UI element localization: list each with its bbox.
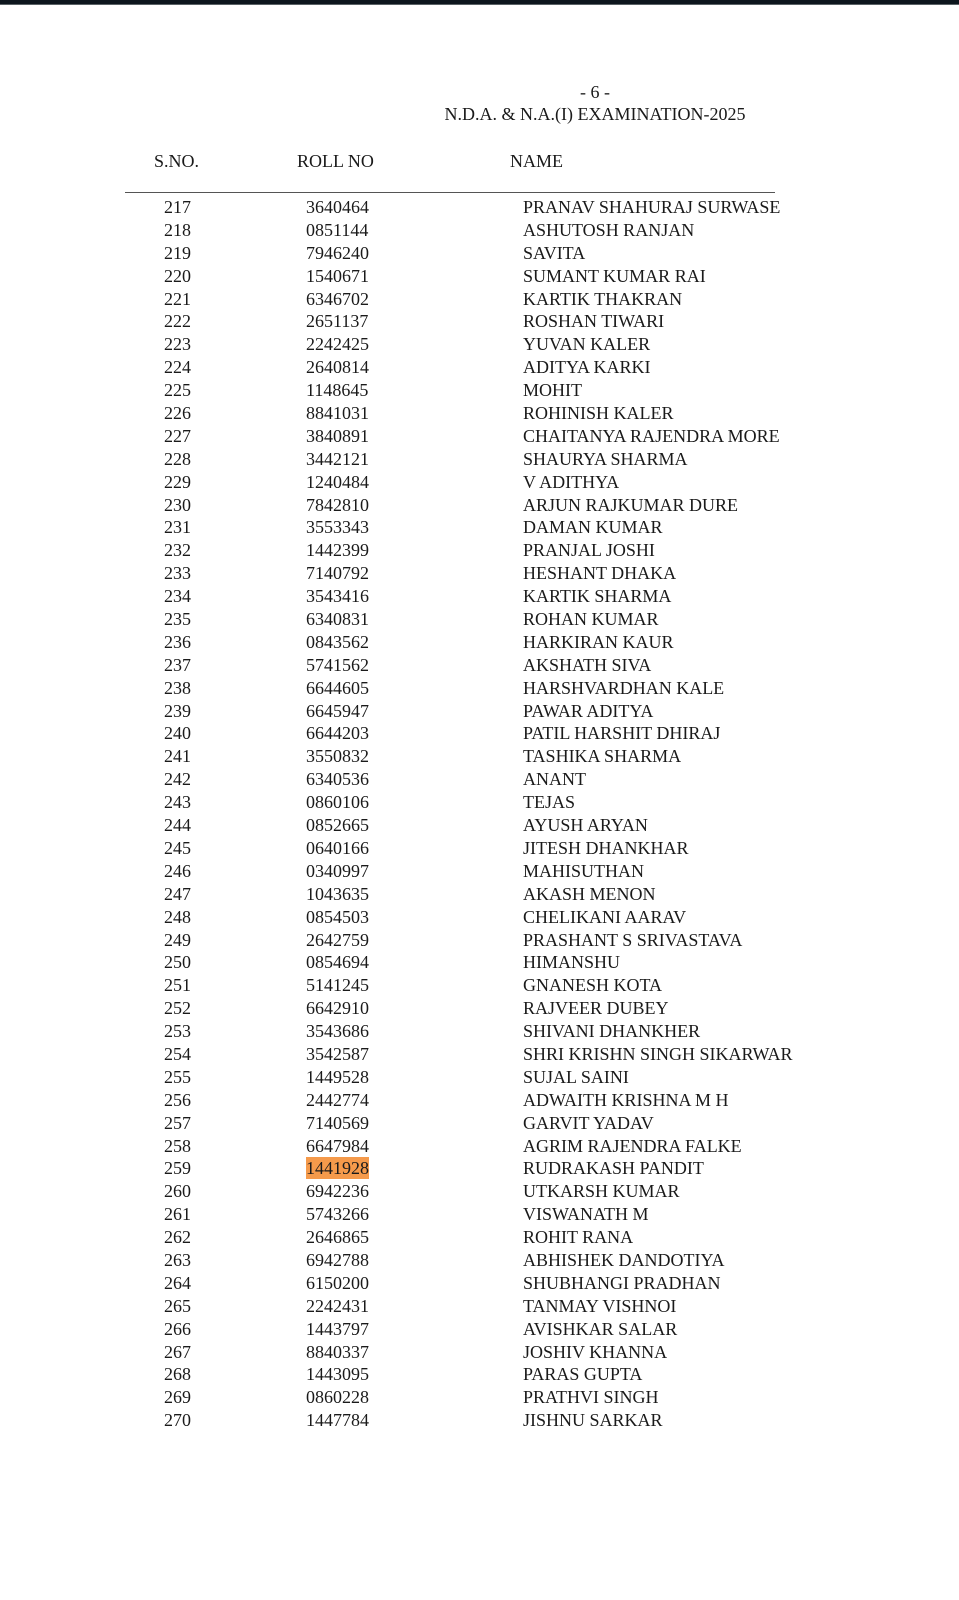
roll-number: 1449528	[306, 1066, 369, 1087]
serial-number: 265	[164, 1295, 191, 1316]
serial-number: 222	[164, 311, 191, 332]
table-row	[0, 1112, 959, 1135]
table-row	[0, 379, 959, 402]
candidate-name: ANANT	[523, 769, 586, 790]
candidate-name: PARAS GUPTA	[523, 1364, 643, 1385]
table-row	[0, 631, 959, 654]
candidate-name: ROHIT RANA	[523, 1227, 634, 1248]
roll-number: 1447784	[306, 1410, 369, 1431]
roll-number: 1240484	[306, 471, 369, 492]
table-row	[0, 356, 959, 379]
candidate-name: RAJVEER DUBEY	[523, 998, 669, 1019]
roll-number: 6340831	[306, 609, 369, 630]
serial-number: 253	[164, 1021, 191, 1042]
roll-number: 6644605	[306, 677, 369, 698]
candidate-name: ADITYA KARKI	[523, 357, 651, 378]
serial-number: 218	[164, 219, 191, 240]
viewer-top-bar	[0, 0, 959, 5]
candidate-name: JOSHIV KHANNA	[523, 1341, 668, 1362]
serial-number: 233	[164, 563, 191, 584]
candidate-name: MAHISUTHAN	[523, 860, 644, 881]
roll-number: 8841031	[306, 403, 369, 424]
roll-number: 0851144	[306, 219, 369, 240]
candidate-name: ADWAITH KRISHNA M H	[523, 1089, 729, 1110]
candidate-name: TANMAY VISHNOI	[523, 1295, 677, 1316]
roll-number: 3543416	[306, 586, 369, 607]
table-row	[0, 1363, 959, 1386]
roll-number: 3550832	[306, 746, 369, 767]
serial-number: 250	[164, 952, 191, 973]
candidate-name: AVISHKAR SALAR	[523, 1318, 678, 1339]
roll-number: 7140792	[306, 563, 369, 584]
table-row	[0, 516, 959, 539]
serial-number: 225	[164, 380, 191, 401]
candidate-name: AYUSH ARYAN	[523, 815, 648, 836]
serial-number: 267	[164, 1341, 191, 1362]
candidate-name: KARTIK SHARMA	[523, 586, 672, 607]
column-header-name: NAME	[510, 151, 563, 171]
roll-number: 6647984	[306, 1135, 369, 1156]
roll-number: 6942788	[306, 1249, 369, 1270]
serial-number: 223	[164, 334, 191, 355]
candidate-name: HESHANT DHAKA	[523, 563, 677, 584]
roll-number: 3542587	[306, 1043, 369, 1064]
roll-number: 3840891	[306, 425, 369, 446]
roll-number: 2642759	[306, 929, 369, 950]
candidate-name: AGRIM RAJENDRA FALKE	[523, 1135, 742, 1156]
table-row	[0, 471, 959, 494]
serial-number: 266	[164, 1318, 191, 1339]
serial-number: 247	[164, 883, 191, 904]
serial-number: 262	[164, 1227, 191, 1248]
serial-number: 252	[164, 998, 191, 1019]
candidate-name: ROHINISH KALER	[523, 403, 674, 424]
serial-number: 238	[164, 677, 191, 698]
serial-number: 224	[164, 357, 191, 378]
roll-number-highlighted: 1441928	[306, 1158, 369, 1179]
candidate-name: GNANESH KOTA	[523, 975, 663, 996]
table-row	[0, 310, 959, 333]
candidate-name: GARVIT YADAV	[523, 1112, 654, 1133]
table-row	[0, 974, 959, 997]
table-row	[0, 585, 959, 608]
table-row	[0, 402, 959, 425]
roll-number: 1443095	[306, 1364, 369, 1385]
serial-number: 232	[164, 540, 191, 561]
table-row	[0, 1295, 959, 1318]
table-row	[0, 1341, 959, 1364]
roll-number: 3640464	[306, 197, 369, 217]
table-row	[0, 425, 959, 448]
candidate-name: SAVITA	[523, 242, 586, 263]
roll-number: 3553343	[306, 517, 369, 538]
roll-number: 1043635	[306, 883, 369, 904]
table-row	[0, 1318, 959, 1341]
table-row	[0, 745, 959, 768]
serial-number: 230	[164, 494, 191, 515]
roll-number: 0843562	[306, 631, 369, 652]
table-row	[0, 1135, 959, 1158]
roll-number: 0860228	[306, 1387, 369, 1408]
serial-number: 246	[164, 860, 191, 881]
table-row	[0, 1226, 959, 1249]
serial-number: 235	[164, 609, 191, 630]
roll-number: 0860106	[306, 792, 369, 813]
roll-number: 2242425	[306, 334, 369, 355]
serial-number: 268	[164, 1364, 191, 1385]
candidate-name: HIMANSHU	[523, 952, 621, 973]
roll-number: 1442399	[306, 540, 369, 561]
serial-number: 242	[164, 769, 191, 790]
table-row	[0, 997, 959, 1020]
candidate-name: JITESH DHANKHAR	[523, 837, 689, 858]
serial-number: 231	[164, 517, 191, 538]
table-row	[0, 1409, 959, 1432]
table-row	[0, 837, 959, 860]
serial-number: 227	[164, 425, 191, 446]
roll-number: 1148645	[306, 380, 369, 401]
roll-number: 2442774	[306, 1089, 369, 1110]
serial-number: 259	[164, 1158, 191, 1179]
table-row	[0, 951, 959, 974]
candidate-name: UTKARSH KUMAR	[523, 1181, 680, 1202]
serial-number: 251	[164, 975, 191, 996]
roll-number: 3442121	[306, 448, 369, 469]
table-row	[0, 1020, 959, 1043]
candidate-name: PRATHVI SINGH	[523, 1387, 659, 1408]
serial-number: 269	[164, 1387, 191, 1408]
table-row	[0, 1089, 959, 1112]
table-row	[0, 791, 959, 814]
candidate-name: ROHAN KUMAR	[523, 609, 659, 630]
candidate-name: AKASH MENON	[523, 883, 656, 904]
serial-number: 256	[164, 1089, 191, 1110]
serial-number: 239	[164, 700, 191, 721]
header-divider	[125, 192, 775, 193]
roll-number: 5743266	[306, 1204, 369, 1225]
roll-number: 6150200	[306, 1272, 369, 1293]
serial-number: 257	[164, 1112, 191, 1133]
candidate-name: SUJAL SAINI	[523, 1066, 629, 1087]
candidate-name: ARJUN RAJKUMAR DURE	[523, 494, 739, 515]
roll-number: 1443797	[306, 1318, 369, 1339]
table-row	[0, 1043, 959, 1066]
table-row	[0, 608, 959, 631]
table-row	[0, 1066, 959, 1089]
candidate-name: SUMANT KUMAR RAI	[523, 265, 706, 286]
serial-number: 241	[164, 746, 191, 767]
table-row	[0, 1272, 959, 1295]
table-row	[0, 1386, 959, 1409]
table-row	[0, 722, 959, 745]
serial-number: 228	[164, 448, 191, 469]
roll-number: 0854694	[306, 952, 369, 973]
table-row	[0, 1157, 959, 1180]
roll-number: 6644203	[306, 723, 369, 744]
table-row	[0, 677, 959, 700]
table-row	[0, 814, 959, 837]
candidate-name: JISHNU SARKAR	[523, 1410, 663, 1431]
serial-number: 220	[164, 265, 191, 286]
roll-number: 6942236	[306, 1181, 369, 1202]
table-row	[0, 929, 959, 952]
roll-number: 7946240	[306, 242, 369, 263]
table-row	[0, 333, 959, 356]
roll-number: 0854503	[306, 906, 369, 927]
column-header-sno: S.NO.	[154, 151, 200, 171]
page-number: - 6 -	[580, 82, 610, 102]
table-row	[0, 219, 959, 242]
candidate-name: PRASHANT S SRIVASTAVA	[523, 929, 743, 950]
roll-number: 6645947	[306, 700, 369, 721]
serial-number: 226	[164, 403, 191, 424]
candidate-name: PRANAV SHAHURAJ SURWASE	[523, 197, 781, 217]
table-row	[0, 1180, 959, 1203]
serial-number: 243	[164, 792, 191, 813]
roll-number: 6340536	[306, 769, 369, 790]
table-row	[0, 768, 959, 791]
candidate-name: MOHIT	[523, 380, 582, 401]
roll-number: 7140569	[306, 1112, 369, 1133]
serial-number: 221	[164, 288, 191, 309]
candidate-name: VISWANATH M	[523, 1204, 649, 1225]
serial-number: 261	[164, 1204, 191, 1225]
serial-number: 255	[164, 1066, 191, 1087]
roll-number: 5741562	[306, 654, 369, 675]
table-row	[0, 654, 959, 677]
candidate-name: ABHISHEK DANDOTIYA	[523, 1249, 725, 1270]
serial-number: 248	[164, 906, 191, 927]
roll-number: 0640166	[306, 837, 369, 858]
serial-number: 219	[164, 242, 191, 263]
candidate-name: DAMAN KUMAR	[523, 517, 663, 538]
roll-number: 2640814	[306, 357, 369, 378]
candidate-name: SHRI KRISHN SINGH SIKARWAR	[523, 1043, 793, 1064]
candidate-name: ASHUTOSH RANJAN	[523, 219, 695, 240]
roll-number: 5141245	[306, 975, 369, 996]
table-row	[0, 1249, 959, 1272]
candidate-name: CHAITANYA RAJENDRA MORE	[523, 425, 780, 446]
serial-number: 217	[164, 197, 191, 217]
candidate-name: PAWAR ADITYA	[523, 700, 654, 721]
candidate-name: PATIL HARSHIT DHIRAJ	[523, 723, 721, 744]
exam-title: N.D.A. & N.A.(I) EXAMINATION-2025	[444, 104, 746, 124]
candidate-name: TASHIKA SHARMA	[523, 746, 682, 767]
serial-number: 270	[164, 1410, 191, 1431]
table-row	[0, 242, 959, 265]
candidate-name: HARSHVARDHAN KALE	[523, 677, 725, 698]
serial-number: 229	[164, 471, 191, 492]
serial-number: 244	[164, 815, 191, 836]
table-row	[0, 562, 959, 585]
serial-number: 254	[164, 1043, 191, 1064]
serial-number: 264	[164, 1272, 191, 1293]
candidate-name: HARKIRAN KAUR	[523, 631, 674, 652]
table-row	[0, 906, 959, 929]
roll-number: 2242431	[306, 1295, 369, 1316]
candidate-name: V ADITHYA	[523, 471, 620, 492]
candidate-name: CHELIKANI AARAV	[523, 906, 687, 927]
column-header-roll-no: ROLL NO	[297, 151, 374, 171]
roll-number: 6346702	[306, 288, 369, 309]
roll-number: 8840337	[306, 1341, 369, 1362]
table-row	[0, 700, 959, 723]
table-row	[0, 196, 959, 219]
table-row	[0, 1203, 959, 1226]
serial-number: 249	[164, 929, 191, 950]
table-row	[0, 539, 959, 562]
serial-number: 237	[164, 654, 191, 675]
table-row	[0, 448, 959, 471]
candidate-name: AKSHATH SIVA	[523, 654, 652, 675]
candidate-name: KARTIK THAKRAN	[523, 288, 683, 309]
table-row	[0, 860, 959, 883]
serial-number: 245	[164, 837, 191, 858]
roll-number: 2651137	[306, 311, 369, 332]
roll-number: 2646865	[306, 1227, 369, 1248]
candidate-name: TEJAS	[523, 792, 576, 813]
candidate-name: ROSHAN TIWARI	[523, 311, 665, 332]
serial-number: 234	[164, 586, 191, 607]
roll-number: 3543686	[306, 1021, 369, 1042]
serial-number: 263	[164, 1249, 191, 1270]
serial-number: 258	[164, 1135, 191, 1156]
candidate-name: YUVAN KALER	[523, 334, 651, 355]
roll-number: 0340997	[306, 860, 369, 881]
serial-number: 260	[164, 1181, 191, 1202]
candidate-name: SHAURYA SHARMA	[523, 448, 688, 469]
serial-number: 236	[164, 631, 191, 652]
candidate-name: RUDRAKASH PANDIT	[523, 1158, 704, 1179]
results-table	[0, 196, 959, 1432]
table-row	[0, 265, 959, 288]
roll-number: 1540671	[306, 265, 369, 286]
candidate-name: SHUBHANGI PRADHAN	[523, 1272, 721, 1293]
table-row	[0, 494, 959, 517]
roll-number: 0852665	[306, 815, 369, 836]
table-row	[0, 883, 959, 906]
candidate-name: PRANJAL JOSHI	[523, 540, 655, 561]
roll-number: 6642910	[306, 998, 369, 1019]
roll-number: 7842810	[306, 494, 369, 515]
candidate-name: SHIVANI DHANKHER	[523, 1021, 701, 1042]
serial-number: 240	[164, 723, 191, 744]
table-row	[0, 288, 959, 311]
